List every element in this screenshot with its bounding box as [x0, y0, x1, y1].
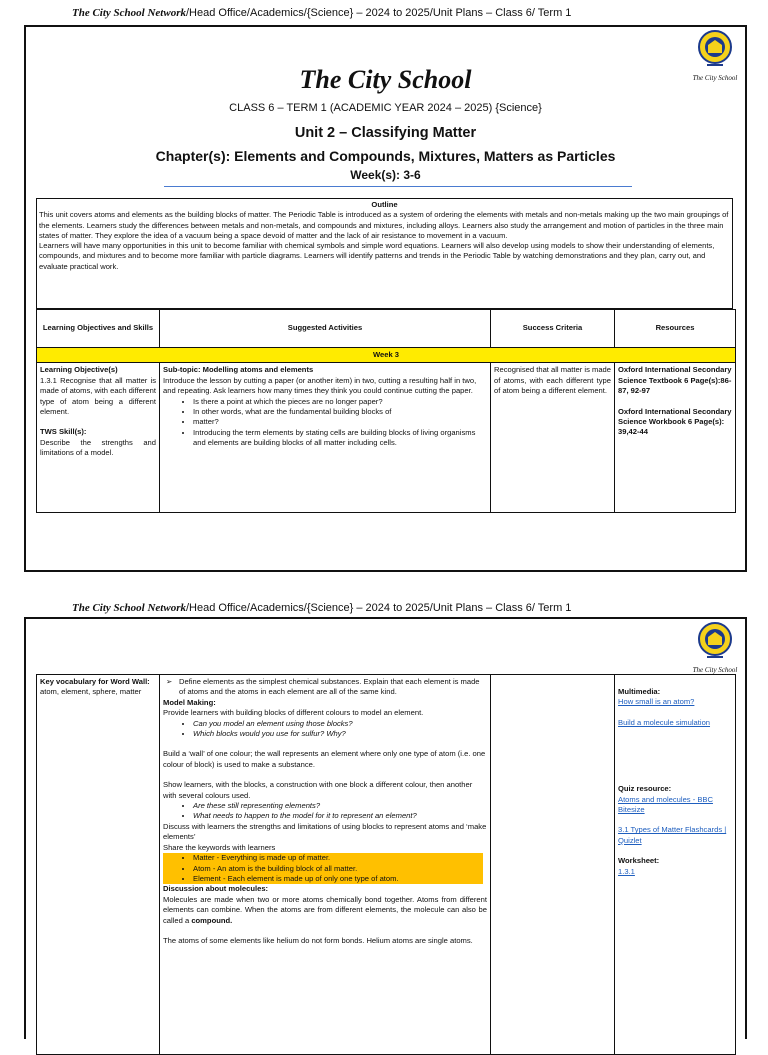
model-text: Provide learners with building blocks of different colours to model an element.	[163, 708, 424, 718]
discuss-text: Discuss with learners the strengths and limitations of using blocks to represent atoms and ‘make elements’	[163, 821, 487, 842]
model-questions	[163, 719, 487, 740]
quiz-heading: Quiz resource:	[618, 784, 672, 794]
list-item: • Introducing the term elements by stating cells are building blocks of living organisms and elements are building blocks of all matter including cells.	[193, 428, 487, 449]
activities-cell	[160, 363, 491, 513]
crest-icon	[688, 621, 742, 661]
crest-icon	[688, 29, 742, 69]
vocab-cell	[37, 675, 160, 1055]
header-path: /Head Office/Academics/{Science} – 2024 to 2025/Unit Plans – Class 6/ Term 1	[185, 7, 572, 19]
show-text: Show learners, with the blocks, a construction with one block a different colour, then another with several colours used.	[163, 780, 473, 800]
outline-title: Outline	[371, 200, 398, 209]
page-2	[24, 617, 747, 1039]
lesson-plan-table	[36, 309, 736, 513]
vocab-text: atom, element, sphere, matter	[40, 687, 142, 697]
header-resources: Resources	[615, 310, 736, 348]
logo-caption: The City School	[692, 666, 738, 674]
helium-text: The atoms of some elements like helium do not form bonds. Helium atoms are single atoms.	[163, 935, 473, 945]
objectives-cell	[37, 363, 160, 513]
network-brand: The City School Network	[72, 602, 186, 614]
list-item: • Matter - Everything is made up of matter.	[193, 853, 483, 863]
link-bbc-bitesize[interactable]: Atoms and molecules - BBC Bitesize	[618, 794, 713, 815]
week-label: Week 3	[37, 348, 736, 363]
activities-cell	[160, 675, 491, 1055]
model-heading: Model Making:	[163, 697, 216, 707]
list-item: • Can you model an element using those blocks?	[193, 719, 487, 729]
chapters-title: Chapter(s): Elements and Compounds, Mixtures, Matters as Particles	[155, 148, 616, 164]
wall-text: Build a ‘wall’ of one colour; the wall represents an element where only one type of atom (i.e. one colour of block) is used to make a substance.	[163, 749, 486, 769]
keyword-list	[163, 853, 483, 884]
school-logo	[688, 621, 742, 674]
unit-title: Unit 2 – Classifying Matter	[294, 125, 477, 141]
link-how-small-atom[interactable]: How small is an atom?	[618, 697, 695, 707]
outline-paragraph-2: Learners will have many opportunities in this unit to become familiar with chemical symbols and simple word equations. Learners will also develop using models to show their understanding of elements, compounds, and mixtures and to become more familiar with particle diagrams. Learners will identify patterns and trends in the Periodic Table by watching demonstrations and they plan, carry out, and evaluate practical work.	[39, 241, 715, 271]
textbook-resource: Oxford International Secondary Science Textbook 6 Page(s):86-87, 92-97	[618, 365, 732, 396]
page-1	[24, 25, 747, 572]
subtopic: Sub-topic: Modelling atoms and elements	[163, 365, 314, 375]
header-path: /Head Office/Academics/{Science} – 2024 to 2025/Unit Plans – Class 6/ Term 1	[185, 602, 572, 614]
vocab-heading: Key vocabulary for Word Wall:	[40, 677, 150, 686]
link-worksheet[interactable]: 1.3.1	[618, 866, 635, 876]
success-cell-empty	[491, 675, 615, 1055]
list-item: • Which blocks would you use for sulfur? Why?	[193, 729, 487, 739]
list-item: ➢ Define elements as the simplest chemical substances. Explain that each element is made of atoms and the atoms in each element are all of the same kind.	[179, 677, 487, 698]
school-name: The City School	[299, 65, 472, 94]
resources-cell	[615, 363, 736, 513]
outline-box	[36, 198, 733, 309]
lo-heading: Learning Objective(s)	[40, 365, 118, 375]
resources-cell	[615, 675, 736, 1055]
header-activities: Suggested Activities	[160, 310, 491, 348]
class-line: CLASS 6 – TERM 1 (ACADEMIC YEAR 2024 – 2025) {Science}	[229, 102, 542, 114]
link-build-molecule[interactable]: Build a molecule simulation	[618, 717, 711, 727]
list-item: • In other words, what are the fundamental building blocks of	[193, 407, 487, 417]
list-item: • matter?	[193, 417, 487, 427]
workbook-resource: Oxford International Secondary Science Workbook 6 Page(s): 39,42-44	[618, 406, 732, 437]
molecule-bold: compound.	[191, 915, 233, 925]
tws-text: Describe the strengths and limitations of a model.	[40, 437, 156, 458]
list-item: • Is there a point at which the pieces are no longer paper?	[193, 397, 487, 407]
show-questions	[163, 801, 487, 822]
worksheet-heading: Worksheet:	[618, 856, 660, 866]
title-rule	[164, 186, 632, 187]
header-success: Success Criteria	[491, 310, 615, 348]
multimedia-heading: Multimedia:	[618, 687, 661, 696]
intro-text: Introduce the lesson by cutting a paper (or another item) in two, cutting a resulting half in two, and repeating. Ask learners how many times they think you could continue cutting the paper.	[163, 375, 477, 396]
arrow-list	[163, 677, 487, 698]
molecule-paragraph	[163, 895, 487, 926]
network-brand: The City School Network	[72, 7, 186, 19]
tws-heading: TWS Skill(s):	[40, 427, 87, 437]
link-quizlet[interactable]: 3.1 Types of Matter Flashcards | Quizlet	[618, 825, 727, 845]
running-header	[72, 602, 571, 614]
list-item: • What needs to happen to the model for it to represent an element?	[193, 811, 487, 821]
molecule-text: Molecules are made when two or more atoms chemically bond together. Atoms from different elements can combine. When the atoms are from different elements, the molecule can also be called a	[163, 894, 487, 925]
lo-text: 1.3.1 Recognise that all matter is made of atoms, with each different type of atom being a different element.	[40, 375, 156, 417]
list-item: • Atom - An atom is the building block of all matter.	[193, 864, 483, 874]
outline-paragraph-1: This unit covers atoms and elements as the building blocks of matter. The Periodic Table is introduced as a system of ordering the elements with metals and non-metals making up the two main groupings of the elements. Learners study the differences between metals and non-metals, and compounds and mixtures, including alloys. Learners also study the arrangement and motion of particles in the three main states of matter. They explore the idea of a vacuum being a space devoid of matter and the lack of air resistance to movement in a vacuum.	[39, 210, 729, 240]
lesson-plan-table-continued	[36, 674, 736, 1055]
list-item: • Are these still representing elements?	[193, 801, 487, 811]
molecule-heading: Discussion about molecules:	[163, 884, 269, 894]
weeks-title: Week(s): 3-6	[350, 168, 421, 182]
running-header	[72, 7, 571, 19]
share-text: Share the keywords with learners	[163, 842, 276, 852]
header-objectives: Learning Objectives and Skills	[37, 310, 160, 348]
activity-bullets	[163, 397, 487, 449]
list-item: • Element - Each element is made up of only one type of atom.	[193, 874, 483, 884]
logo-caption: The City School	[692, 74, 738, 82]
success-cell: Recognised that all matter is made of atoms, with each different type of atom being a different element.	[491, 363, 615, 513]
